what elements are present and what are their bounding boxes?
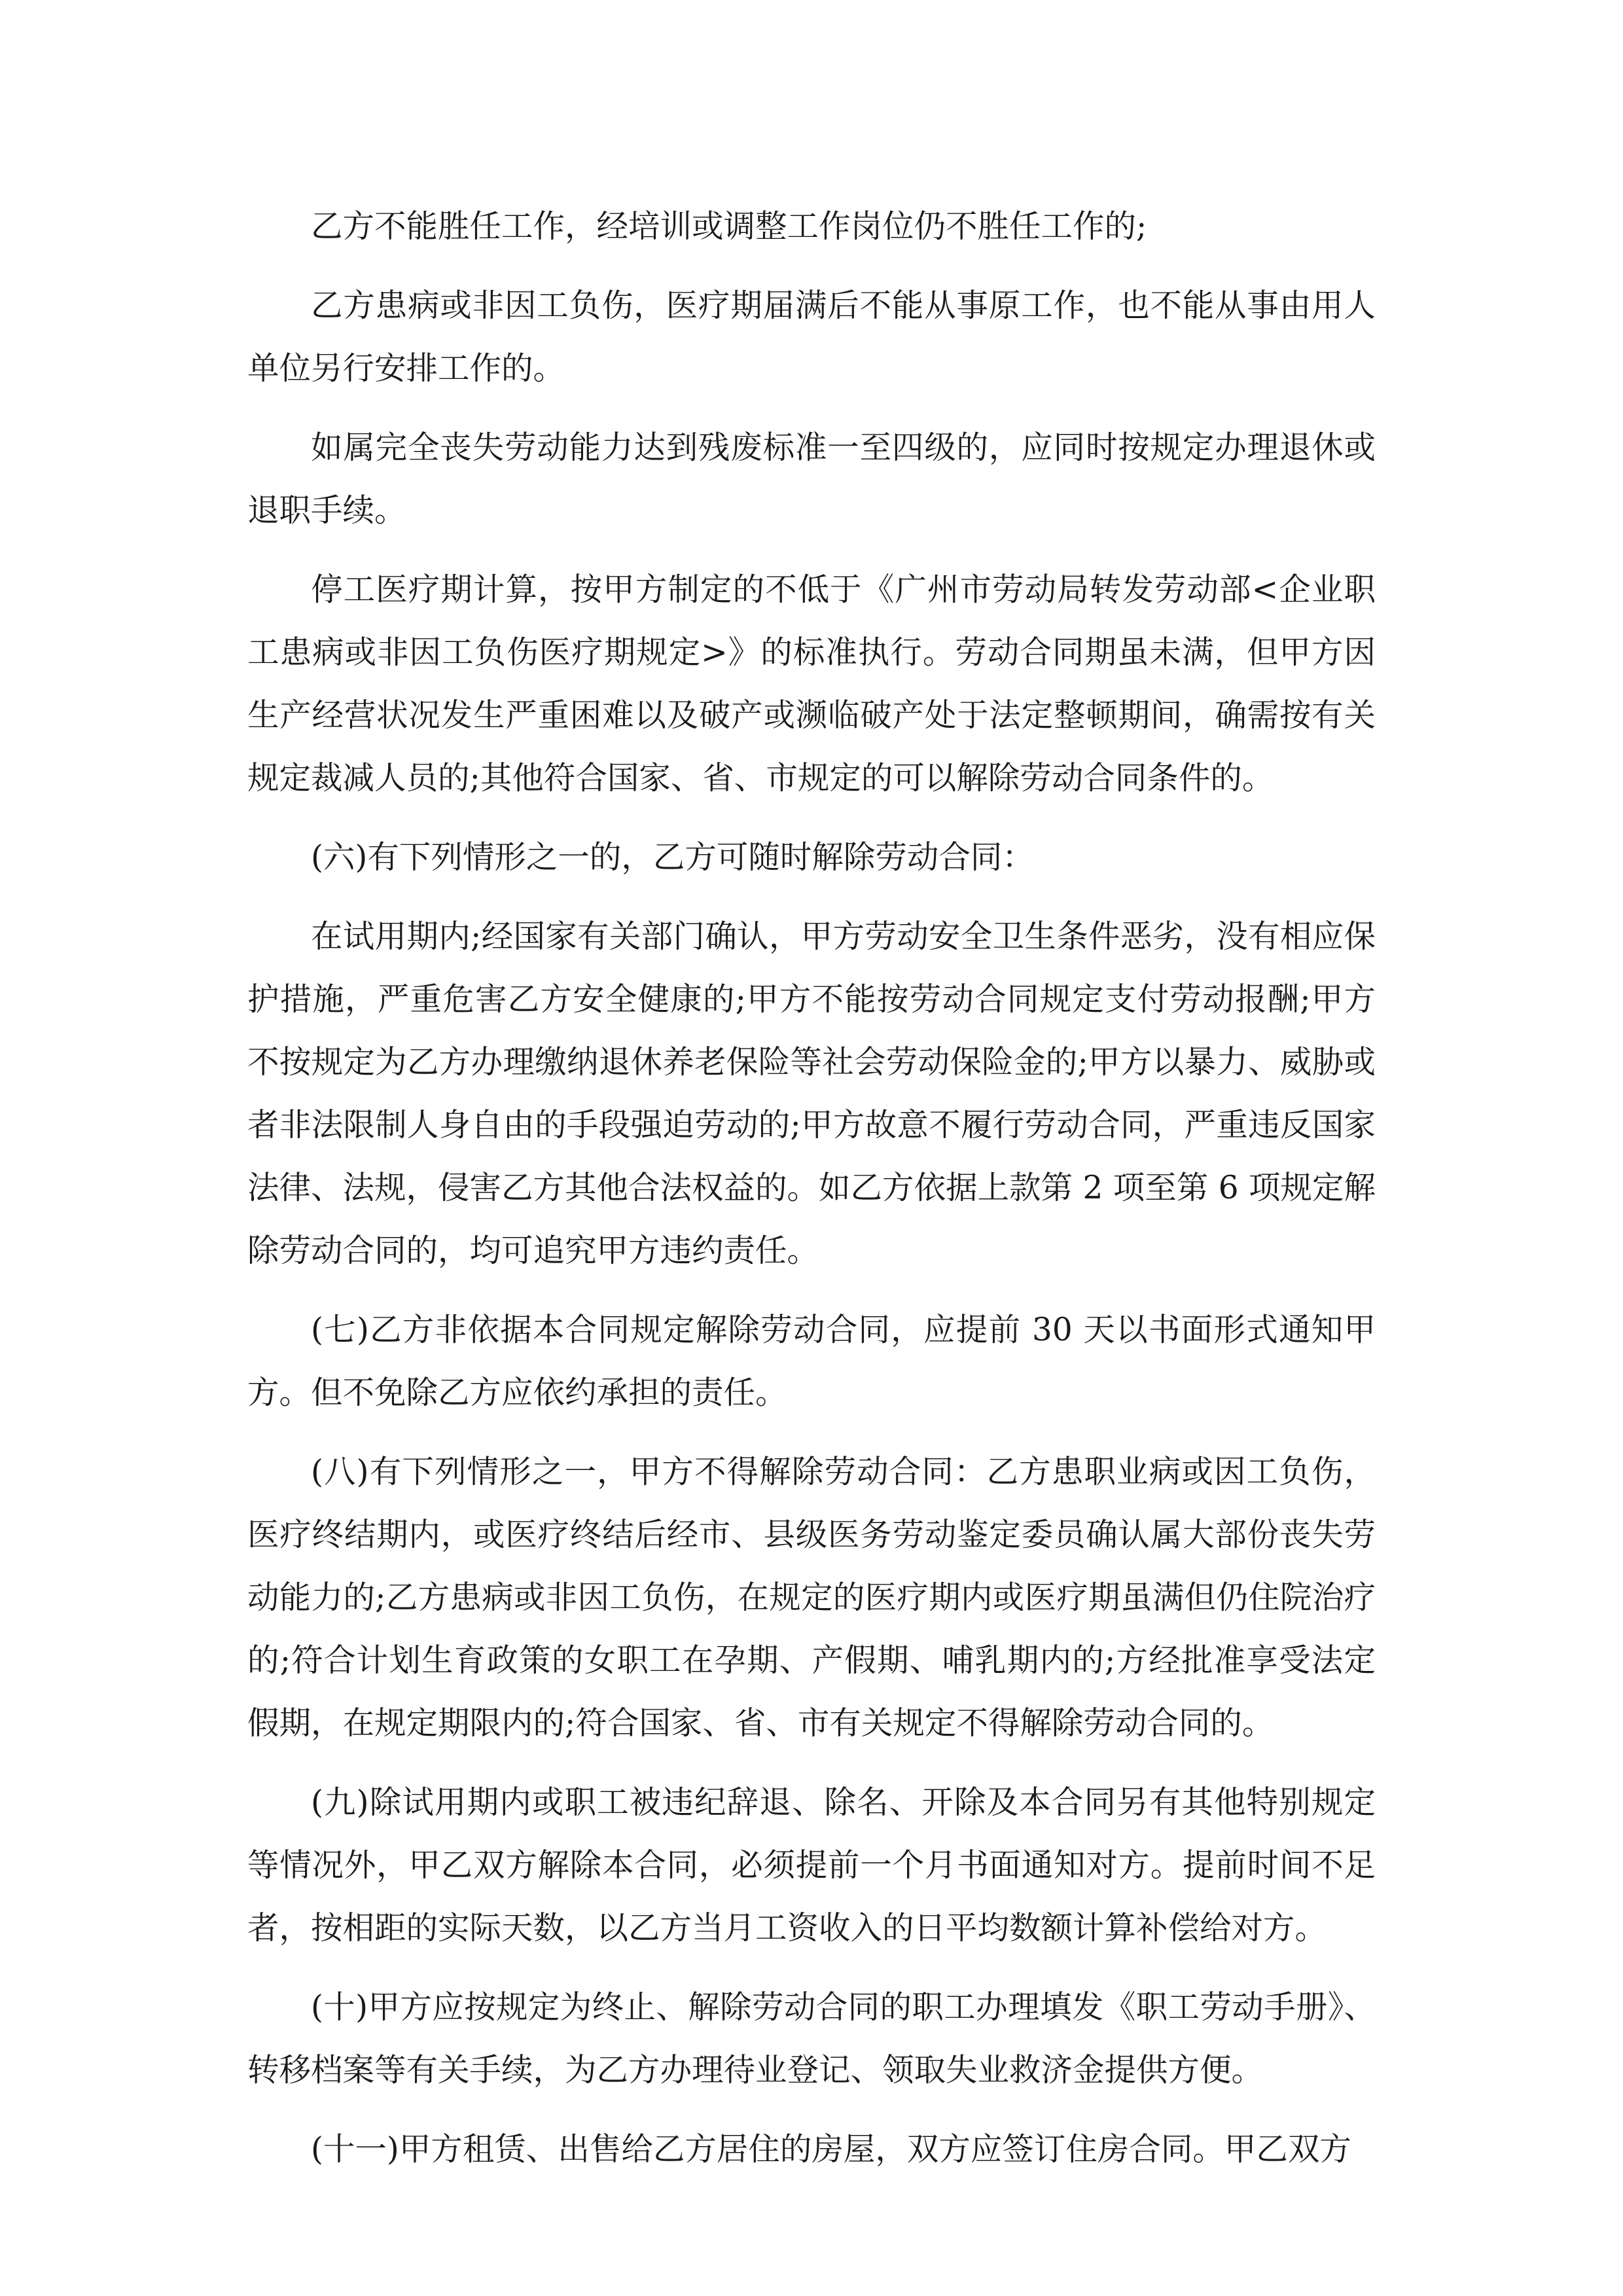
paragraph-11: (十一)甲方租赁、出售给乙方居住的房屋，双方应签订住房合同。甲乙双方 — [311, 2131, 1351, 2168]
paragraph-5: (六)有下列情形之一的，乙方可随时解除劳动合同： — [311, 839, 1034, 876]
paragraph-2: 乙方患病或非因工负伤，医疗期届满后不能从事原工作，也不能从事由用人单位另行安排工作的。 — [247, 287, 1376, 387]
paragraph-8: (八)有下列情形之一，甲方不得解除劳动合同：乙方患职业病或因工负伤，医疗终结期内，或医疗终结后经市、县级医务劳动鉴定委员确认属大部份丧失劳动能力的;乙方患病或非因工负伤，在规定的医疗期内或医疗期虽满但仍住院治疗的;符合计划生育政策的女职工在孕期、产假期、哺乳期内的;方经批准享受法定假期，在规定期限内的;符合国家、省、市有关规定不得解除劳动合同的。 — [247, 1454, 1376, 1742]
paragraph-4: 停工医疗期计算，按甲方制定的不低于《广州市劳动局转发劳动部<企业职工患病或非因工负伤医疗期规定>》的标准执行。劳动合同期虽未满，但甲方因生产经营状况发生严重困难以及破产或濒临破产处于法定整顿期间，确需按有关规定裁减人员的;其他符合国家、省、市规定的可以解除劳动合同条件的。 — [247, 571, 1376, 797]
paragraph-1: 乙方不能胜任工作，经培训或调整工作岗位仍不胜任工作的; — [311, 208, 1147, 245]
paragraph-3: 如属完全丧失劳动能力达到残废标准一至四级的，应同时按规定办理退休或退职手续。 — [247, 429, 1376, 529]
paragraph-7: (七)乙方非依据本合同规定解除劳动合同，应提前 30 天以书面形式通知甲方。但不免除乙方应依约承担的责任。 — [247, 1312, 1376, 1411]
document-body — [247, 195, 1376, 2181]
paragraph-6: 在试用期内;经国家有关部门确认，甲方劳动安全卫生条件恶劣，没有相应保护措施，严重危害乙方安全健康的;甲方不能按劳动合同规定支付劳动报酬;甲方不按规定为乙方办理缴纳退休养老保险等社会劳动保险金的;甲方以暴力、威胁或者非法限制人身自由的手段强迫劳动的;甲方故意不履行劳动合同，严重违反国家法律、法规，侵害乙方其他合法权益的。如乙方依据上款第 2 项至第 6 项规定解除劳动合同的，均可追究甲方违约责任。 — [247, 918, 1376, 1269]
paragraph-10: (十)甲方应按规定为终止、解除劳动合同的职工办理填发《职工劳动手册》、转移档案等有关手续，为乙方办理待业登记、领取失业救济金提供方便。 — [247, 1989, 1376, 2089]
paragraph-9: (九)除试用期内或职工被违纪辞退、除名、开除及本合同另有其他特别规定等情况外，甲乙双方解除本合同，必须提前一个月书面通知对方。提前时间不足者，按相距的实际天数，以乙方当月工资收入的日平均数额计算补偿给对方。 — [247, 1784, 1376, 1946]
